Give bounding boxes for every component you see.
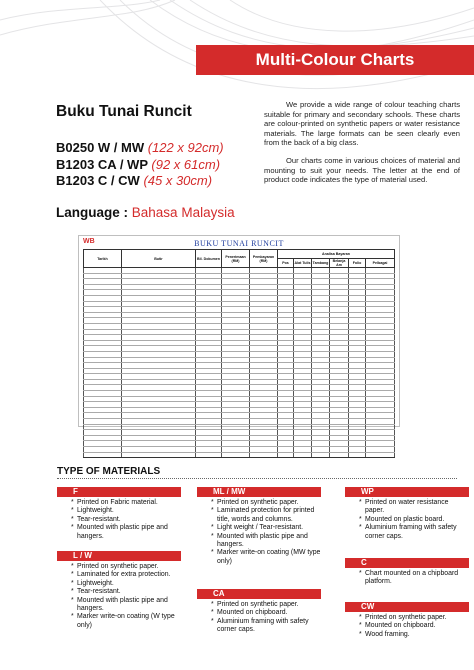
material-f (57, 487, 181, 541)
material-c (345, 558, 469, 587)
column-header: Penerimaan (RM) (222, 250, 250, 268)
material-features (57, 563, 181, 630)
column-header: Alat Tulis (294, 259, 312, 268)
list-item: * Aluminium framing with safety corner caps. (359, 524, 469, 541)
table-body (84, 268, 395, 458)
list-item: * Printed on synthetic paper. (71, 563, 181, 571)
product-code-row (56, 157, 224, 174)
table-cell (366, 452, 395, 458)
material-label: L / W (57, 551, 181, 561)
column-header: Belanja Am (330, 259, 349, 268)
language-line (56, 205, 235, 220)
material-label: F (57, 487, 181, 497)
list-item: * Chart mounted on a chipboard platform. (359, 570, 469, 587)
column-header: Pembayaran (RM) (250, 250, 278, 268)
material-features (345, 499, 469, 541)
table-cell (122, 452, 196, 458)
list-item: * Printed on water resistance paper. (359, 499, 469, 516)
list-item: * Mounted with plastic pipe and hangers. (71, 597, 181, 614)
material-label: C (345, 558, 469, 568)
list-item: * Marker write-on coating (MW type only) (211, 549, 321, 566)
list-item: * Mounted with plastic pipe and hangers. (211, 533, 321, 550)
column-header: Pelbagai (366, 259, 395, 268)
list-item: * Printed on synthetic paper. (359, 614, 469, 622)
product-code-list (56, 140, 224, 190)
list-item: * Mounted on plastic board. (359, 516, 469, 524)
product-code-row (56, 140, 224, 157)
product-size: (122 x 92cm) (147, 140, 224, 155)
table-cell (312, 452, 330, 458)
material-wp (345, 487, 469, 541)
column-header: Pos (278, 259, 294, 268)
product-code: B1203 CA / WP (56, 156, 148, 172)
material-label: WP (345, 487, 469, 497)
column-header: Butir (122, 250, 196, 268)
material-features (345, 614, 469, 639)
list-item: * Mounted with plastic pipe and hangers. (71, 524, 181, 541)
list-item: * Mounted on chipboard. (359, 622, 469, 630)
list-item: * Lightweight. (71, 580, 181, 588)
product-title: Buku Tunai Runcit (56, 103, 192, 120)
list-item: * Tear-resistant. (71, 588, 181, 596)
list-item: * Laminated for extra protection. (71, 571, 181, 579)
material-label: CA (197, 589, 321, 599)
material-lw (57, 551, 181, 630)
language-label: Language : (56, 205, 129, 220)
list-item: * Aluminium framing with safety corner caps. (211, 618, 321, 635)
material-features (57, 499, 181, 541)
list-item: * Printed on synthetic paper. (211, 499, 321, 507)
table-cell (222, 452, 250, 458)
list-item: * Wood framing. (359, 631, 469, 639)
chart-logo: WB (83, 238, 95, 245)
column-header: Bil. Dokumen (196, 250, 222, 268)
chart-preview-image (78, 235, 400, 427)
list-item: * Marker write-on coating (W type only) (71, 613, 181, 630)
description-paragraph: We provide a wide range of colour teaching charts suitable for primary and secondary schools. These charts are colour-printed on synthetic papers or water resistance materials. The large formats can be seen clearly even from the back of a big class. (264, 100, 460, 148)
material-features (345, 570, 469, 587)
language-value: Bahasa Malaysia (131, 205, 235, 220)
chart-preview-title: BUKU TUNAI RUNCIT (194, 239, 284, 248)
section-title: TYPE OF MATERIALS (57, 466, 161, 477)
list-item: * Tear-resistant. (71, 516, 181, 524)
column-header: Tambang (312, 259, 330, 268)
product-size: (92 x 61cm) (151, 156, 221, 172)
table-cell (278, 452, 294, 458)
list-item: * Printed on Fabric material. (71, 499, 181, 507)
list-item: * Laminated protection for printed title, words and columns. (211, 507, 321, 524)
product-code: B1203 C / CW (56, 173, 140, 188)
list-item: * Light weight / Tear-resistant. (211, 524, 321, 532)
table-cell (294, 452, 312, 458)
material-ml-mw (197, 487, 321, 566)
product-code-row (56, 173, 224, 190)
list-item: * Lightweight. (71, 507, 181, 515)
cash-book-table (83, 249, 395, 458)
material-label: CW (345, 602, 469, 612)
section-divider (57, 478, 457, 479)
material-features (197, 499, 321, 566)
material-label: ML / MW (197, 487, 321, 497)
list-item: * Printed on synthetic paper. (211, 601, 321, 609)
description-paragraph: Our charts come in various choices of material and mounting to suit your needs. The letter at the end of product code indicates the type of material used. (264, 155, 460, 185)
header-banner: Multi-Colour Charts (196, 45, 474, 75)
material-features (197, 601, 321, 635)
column-header: Folio (349, 259, 366, 268)
table-cell (84, 452, 122, 458)
column-header: Tarikh (84, 250, 122, 268)
description-text (264, 100, 460, 193)
table-row (84, 452, 395, 458)
product-code: B0250 W / MW (56, 140, 145, 155)
table-cell (349, 452, 366, 458)
table-cell (250, 452, 278, 458)
material-cw (345, 602, 469, 639)
product-size: (45 x 30cm) (143, 173, 213, 188)
table-cell (330, 452, 349, 458)
material-ca (197, 589, 321, 635)
list-item: * Mounted on chipboard. (211, 609, 321, 617)
table-cell (196, 452, 222, 458)
column-group-header: Analisa Bayaran (278, 250, 395, 259)
